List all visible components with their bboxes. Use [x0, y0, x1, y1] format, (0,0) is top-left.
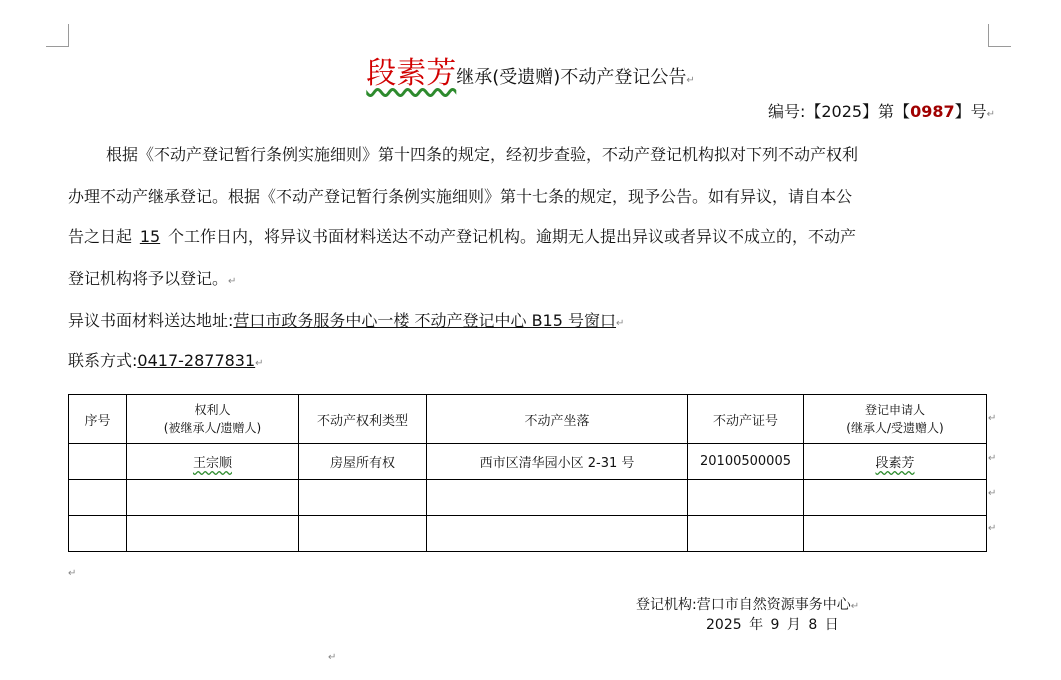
table-header-row [69, 395, 987, 444]
cell-owner [127, 516, 299, 552]
registration-org [636, 594, 859, 614]
objection-address [68, 308, 624, 331]
body-line-3-end: 个工作日内，将异议书面材料送达不动产登记机构。逾期无人提出异议或者异议不成立的，不动产 [168, 227, 857, 246]
notice-number [768, 99, 995, 122]
contact-info [68, 348, 264, 371]
cell-location: 西市区清华园小区 2-31 号 [427, 444, 688, 480]
cell-location [427, 480, 688, 516]
paragraph-mark: ↵ [328, 652, 337, 663]
cell-applicant [804, 444, 987, 480]
cell-right-type: 房屋所有权 [299, 444, 427, 480]
header-applicant-line1: 登记申请人 [864, 403, 925, 417]
body-line-2: 办理不动产继承登记。根据《不动产登记暂行条例实施细则》第十七条的规定，现予公告。如有异议，请自本公 [68, 187, 853, 206]
property-table [68, 394, 987, 552]
header-applicant-line2: (继承人/受遗赠人) [846, 421, 944, 435]
number-suffix: 】号 [954, 102, 987, 121]
row-end-mark: ↵ [988, 523, 997, 534]
table-row [69, 444, 987, 480]
owner-name: 王宗顺 [192, 456, 232, 471]
applicant-name: 段素芳 [875, 456, 915, 471]
contact-phone: 0417-2877831 [137, 351, 256, 370]
row-end-mark: ↵ [988, 488, 997, 499]
page-corner-marker-top-left [46, 24, 69, 47]
number-prefix: 编号:【2025】第【 [767, 102, 911, 121]
header-cert-no: 不动产证号 [688, 395, 804, 444]
cell-cert-no [688, 516, 804, 552]
body-line-3 [68, 224, 992, 247]
body-line-4 [68, 266, 992, 289]
row-end-mark: ↵ [988, 453, 997, 464]
cell-location [427, 516, 688, 552]
number-value: 0987 [910, 102, 955, 121]
table-row [69, 480, 987, 516]
paragraph-mark: ↵ [228, 276, 237, 287]
row-end-mark: ↵ [988, 413, 997, 424]
address-value: 营口市政务服务中心一楼 不动产登记中心 B15 号窗口 [233, 311, 617, 330]
cell-seq [69, 444, 127, 480]
page-corner-marker-top-right [988, 24, 1011, 47]
notice-title [0, 48, 1061, 92]
cell-owner [127, 480, 299, 516]
cell-seq [69, 516, 127, 552]
paragraph-mark: ↵ [986, 109, 995, 120]
notice-date: 2025 年 9 月 8 日 [706, 617, 839, 633]
cell-cert-no [688, 480, 804, 516]
contact-label: 联系方式: [68, 351, 138, 370]
cell-owner [127, 444, 299, 480]
title-person-name: 段素芳 [366, 56, 457, 91]
address-label: 异议书面材料送达地址: [68, 311, 234, 330]
title-text: 继承(受遗赠)不动产登记公告 [456, 67, 687, 88]
header-location: 不动产坐落 [427, 395, 688, 444]
org-text: 登记机构:营口市自然资源事务中心 [636, 597, 851, 613]
body-line-4-text: 登记机构将予以登记。 [68, 269, 229, 288]
paragraph-mark: ↵ [616, 318, 625, 329]
cell-seq [69, 480, 127, 516]
paragraph-mark: ↵ [255, 358, 264, 369]
paragraph-mark: ↵ [686, 75, 695, 86]
header-seq: 序号 [69, 395, 127, 444]
header-owner-line2: (被继承人/遗赠人) [163, 421, 262, 435]
cell-right-type [299, 516, 427, 552]
table-row [69, 516, 987, 552]
cell-cert-no: 20100500005 [688, 444, 804, 480]
body-line-1: 根据《不动产登记暂行条例实施细则》第十四条的规定，经初步查验，不动产登记机构拟对下列不动产权利 [106, 145, 859, 164]
body-line-3-start: 告之日起 [68, 227, 133, 246]
header-right-type: 不动产权利类型 [299, 395, 427, 444]
cell-right-type [299, 480, 427, 516]
objection-days: 15 [139, 227, 161, 246]
paragraph-mark: ↵ [850, 601, 860, 612]
paragraph-mark: ↵ [68, 568, 77, 579]
header-owner-line1: 权利人 [194, 403, 231, 417]
header-applicant [804, 395, 987, 444]
cell-applicant [804, 516, 987, 552]
cell-applicant [804, 480, 987, 516]
header-owner [127, 395, 299, 444]
